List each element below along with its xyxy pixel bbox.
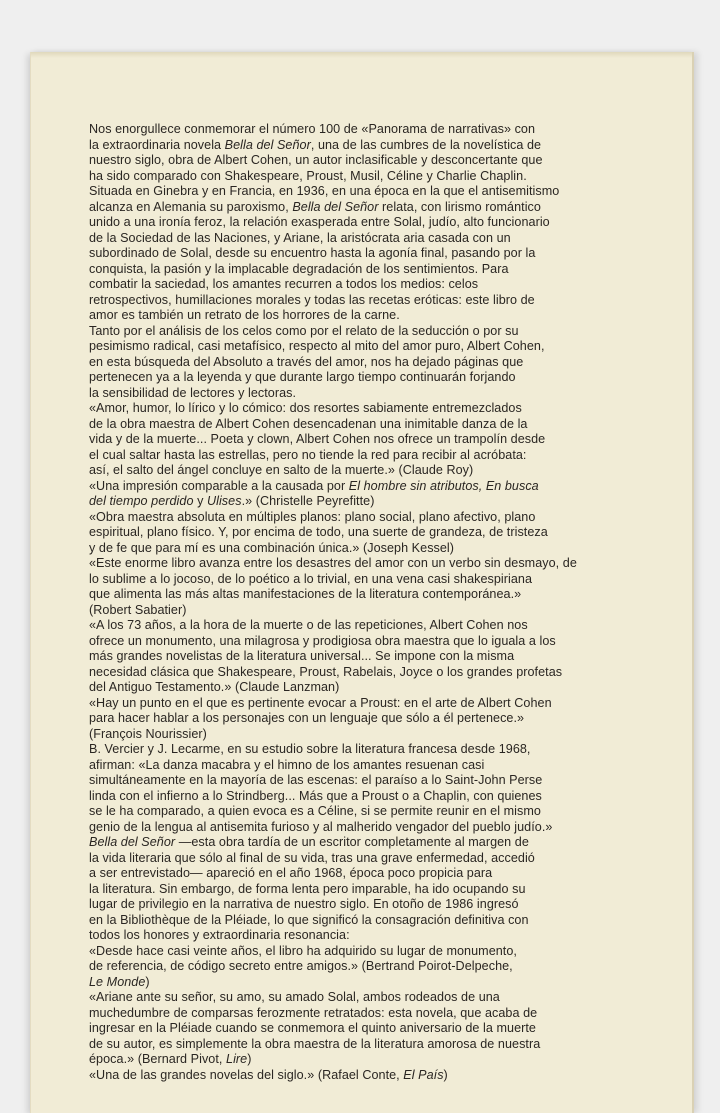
blurb-text: de la Sociedad de las Naciones, y Ariane, la aristócrata aria casada con un bbox=[89, 230, 511, 245]
blurb-line bbox=[89, 277, 674, 293]
blurb-text: de su autor, es simplemente la obra maestra de la literatura amorosa de nuestra bbox=[89, 1036, 541, 1051]
blurb-line bbox=[89, 727, 674, 743]
blurb-text: así, el salto del ángel concluye en salto de la muerte.» (Claude Roy) bbox=[89, 463, 474, 477]
blurb-text: época.» (Bernard Pivot, bbox=[89, 1052, 227, 1066]
blurb-line bbox=[89, 122, 674, 138]
blurb-line bbox=[89, 370, 674, 386]
blurb-line bbox=[89, 696, 674, 712]
blurb-text: espiritual, plano físico. Y, por encima de todo, una suerte de grandeza, de tristeza bbox=[89, 525, 548, 539]
blurb-text: Situada en Ginebra y en Francia, en 1936, en una época en la que el antisemitismo bbox=[89, 184, 560, 198]
back-cover-blurb bbox=[89, 122, 674, 1083]
blurb-line bbox=[89, 742, 674, 758]
blurb-text: unido a una ironía feroz, la relación exasperada entre Solal, judío, alto funcionario bbox=[89, 215, 550, 229]
blurb-text: «Este enorme libro avanza entre los desastres del amor con un verbo sin desmayo, de bbox=[89, 556, 577, 570]
blurb-text: vida y de la muerte... Poeta y clown, Albert Cohen nos ofrece un trampolín desde bbox=[89, 432, 546, 446]
blurb-text: .» (Christelle Peyrefitte) bbox=[241, 494, 375, 508]
blurb-line bbox=[89, 1068, 674, 1084]
blurb-text: todos los honores y extraordinaria resonancia: bbox=[89, 928, 350, 942]
blurb-text: ingresar en la Pléiade cuando se conmemora el quinto aniversario de la muerte bbox=[89, 1021, 536, 1035]
blurb-text: amor es también un retrato de los horrores de la carne. bbox=[89, 308, 400, 322]
blurb-text: muchedumbre de comparsas ferozmente retratados: esta novela, que acaba de bbox=[89, 1005, 538, 1020]
blurb-text: «Una impresión comparable a la causada por bbox=[89, 478, 349, 493]
blurb-line bbox=[89, 711, 674, 727]
blurb-text: a ser entrevistado— apareció en el año 1968, época poco propicia para bbox=[89, 866, 493, 880]
blurb-text: de referencia, de código secreto entre amigos.» (Bertrand Poirot-Delpeche, bbox=[89, 959, 513, 973]
blurb-line bbox=[89, 1037, 674, 1053]
blurb-line bbox=[89, 1006, 674, 1022]
blurb-line bbox=[89, 510, 674, 526]
blurb-text: «Ariane ante su señor, su amo, su amado Solal, ambos rodeados de una bbox=[89, 990, 500, 1004]
blurb-line bbox=[89, 494, 674, 510]
blurb-text: y bbox=[193, 494, 207, 508]
italic-title: del tiempo perdido bbox=[89, 494, 194, 508]
blurb-line bbox=[89, 448, 674, 464]
blurb-line bbox=[89, 401, 674, 417]
blurb-line bbox=[89, 138, 674, 154]
blurb-line bbox=[89, 479, 674, 495]
blurb-line bbox=[89, 789, 674, 805]
italic-title: Ulises bbox=[206, 494, 242, 508]
blurb-line bbox=[89, 417, 674, 433]
blurb-text: alcanza en Alemania su paroxismo, bbox=[89, 199, 293, 214]
blurb-text: el cual saltar hasta las estrellas, pero no tiende la red para recibir al acróbata: bbox=[89, 447, 527, 462]
blurb-text: «Amor, humor, lo lírico y lo cómico: dos resortes sabiamente entremezclados bbox=[89, 401, 522, 415]
blurb-line bbox=[89, 541, 674, 557]
blurb-line bbox=[89, 634, 674, 650]
blurb-line bbox=[89, 169, 674, 185]
blurb-line bbox=[89, 339, 674, 355]
blurb-line bbox=[89, 990, 674, 1006]
blurb-text: ) bbox=[247, 1052, 252, 1066]
blurb-line bbox=[89, 928, 674, 944]
blurb-text: pertenecen ya a la leyenda y que durante largo tiempo continuarán forjando bbox=[89, 370, 516, 384]
blurb-text: «A los 73 años, a la hora de la muerte o de las repeticiones, Albert Cohen nos bbox=[89, 618, 528, 632]
blurb-text: afirman: «La danza macabra y el himno de los amantes resuenan casi bbox=[89, 757, 485, 772]
blurb-text: que alimenta las más altas manifestaciones de la literatura contemporánea.» bbox=[89, 587, 522, 601]
blurb-text: conquista, la pasión y la implacable degradación de los sentimientos. Para bbox=[89, 261, 509, 276]
blurb-line bbox=[89, 525, 674, 541]
blurb-text: ha sido comparado con Shakespeare, Proust, Musil, Céline y Charlie Chaplin. bbox=[89, 168, 527, 183]
blurb-text: «Desde hace casi veinte años, el libro ha adquirido su lugar de monumento, bbox=[89, 943, 517, 958]
blurb-line bbox=[89, 897, 674, 913]
blurb-line bbox=[89, 680, 674, 696]
blurb-text: (François Nourissier) bbox=[89, 726, 207, 741]
blurb-text: y de fe que para mí es una combinación única.» (Joseph Kessel) bbox=[89, 540, 455, 555]
blurb-line bbox=[89, 308, 674, 324]
blurb-text: ofrece un monumento, una milagrosa y prodigiosa obra maestra que lo iguala a los bbox=[89, 633, 556, 648]
blurb-line bbox=[89, 944, 674, 960]
blurb-line bbox=[89, 153, 674, 169]
blurb-text: más grandes novelistas de la literatura universal... Se impone con la misma bbox=[89, 649, 515, 663]
blurb-text: del Antiguo Testamento.» (Claude Lanzman) bbox=[89, 680, 340, 694]
blurb-line bbox=[89, 355, 674, 371]
blurb-line bbox=[89, 665, 674, 681]
book-back-cover bbox=[30, 52, 694, 1113]
blurb-line bbox=[89, 215, 674, 231]
blurb-line bbox=[89, 1052, 674, 1068]
blurb-text: la vida literaria que sólo al final de su vida, tras una grave enfermedad, accedió bbox=[89, 850, 535, 865]
blurb-line bbox=[89, 231, 674, 247]
blurb-line bbox=[89, 200, 674, 216]
italic-title: Bella del Señor bbox=[224, 137, 311, 152]
blurb-line bbox=[89, 618, 674, 634]
blurb-text: se le ha comparado, a quien evoca es a Céline, si se permite reunir en el mismo bbox=[89, 804, 541, 818]
blurb-text: en la Bibliothèque de la Pléiade, lo que significó la consagración definitiva con bbox=[89, 912, 529, 927]
blurb-text: de la obra maestra de Albert Cohen desencadenan una inimitable danza de la bbox=[89, 416, 528, 431]
blurb-line bbox=[89, 603, 674, 619]
blurb-text: linda con el infierno a lo Strindberg... Más que a Proust o a Chaplin, con quienes bbox=[89, 788, 542, 803]
blurb-line bbox=[89, 184, 674, 200]
italic-title: Le Monde bbox=[89, 974, 146, 989]
italic-title: Bella del Señor bbox=[292, 199, 379, 214]
blurb-text: subordinado de Solal, desde su encuentro hasta la agonía final, pasando por la bbox=[89, 246, 536, 260]
blurb-line bbox=[89, 773, 674, 789]
blurb-text: (Robert Sabatier) bbox=[89, 602, 187, 617]
italic-title: Lire bbox=[226, 1052, 248, 1066]
blurb-line bbox=[89, 556, 674, 572]
blurb-line bbox=[89, 913, 674, 929]
italic-title: El hombre sin atributos, En busca bbox=[348, 478, 539, 493]
blurb-text: la sensibilidad de lectores y lectoras. bbox=[89, 385, 297, 400]
blurb-text: ) bbox=[443, 1067, 448, 1082]
blurb-text: nuestro siglo, obra de Albert Cohen, un autor inclasificable y desconcertante que bbox=[89, 153, 543, 167]
blurb-text: «Una de las grandes novelas del siglo.» (Rafael Conte, bbox=[89, 1067, 404, 1082]
blurb-text: en esta búsqueda del Absoluto a través del amor, nos ha dejado páginas que bbox=[89, 354, 524, 369]
blurb-line bbox=[89, 293, 674, 309]
blurb-line bbox=[89, 324, 674, 340]
blurb-line bbox=[89, 1021, 674, 1037]
blurb-text: la literatura. Sin embargo, de forma lenta pero imparable, ha ido ocupando su bbox=[89, 881, 526, 896]
blurb-text: pesimismo radical, casi metafísico, respecto al mito del amor puro, Albert Cohen, bbox=[89, 339, 545, 353]
blurb-text: relata, con lirismo romántico bbox=[378, 199, 541, 214]
blurb-line bbox=[89, 835, 674, 851]
blurb-line bbox=[89, 820, 674, 836]
blurb-text: necesidad clásica que Shakespeare, Proust, Rabelais, Joyce o los grandes profetas bbox=[89, 664, 563, 679]
blurb-text: ) bbox=[145, 974, 150, 989]
blurb-text: Tanto por el análisis de los celos como por el relato de la seducción o por su bbox=[89, 323, 519, 338]
blurb-text: Nos enorgullece conmemorar el número 100 de «Panorama de narrativas» con bbox=[89, 122, 536, 136]
blurb-line bbox=[89, 463, 674, 479]
italic-title: Bella del Señor bbox=[89, 835, 176, 849]
blurb-line bbox=[89, 246, 674, 262]
blurb-line bbox=[89, 572, 674, 588]
blurb-text: «Hay un punto en el que es pertinente evocar a Proust: en el arte de Albert Cohen bbox=[89, 695, 552, 710]
blurb-text: lugar de privilegio en la narrativa de nuestro siglo. En otoño de 1986 ingresó bbox=[89, 897, 519, 911]
blurb-line bbox=[89, 959, 674, 975]
blurb-line bbox=[89, 866, 674, 882]
blurb-line bbox=[89, 804, 674, 820]
blurb-line bbox=[89, 758, 674, 774]
blurb-line bbox=[89, 386, 674, 402]
cover-top-edge bbox=[31, 52, 692, 58]
blurb-text: , una de las cumbres de la novelística de bbox=[310, 137, 542, 152]
blurb-line bbox=[89, 262, 674, 278]
blurb-text: lo sublime a lo jocoso, de lo poético a lo trivial, en una vena casi shakespiriana bbox=[89, 571, 533, 586]
blurb-line bbox=[89, 882, 674, 898]
blurb-line bbox=[89, 649, 674, 665]
italic-title: El País bbox=[403, 1067, 444, 1082]
blurb-line bbox=[89, 851, 674, 867]
blurb-text: B. Vercier y J. Lecarme, en su estudio sobre la literatura francesa desde 1968, bbox=[89, 742, 531, 756]
blurb-line bbox=[89, 587, 674, 603]
blurb-text: «Obra maestra absoluta en múltiples planos: plano social, plano afectivo, plano bbox=[89, 509, 536, 524]
blurb-text: —esta obra tardía de un escritor completamente al margen de bbox=[175, 835, 529, 849]
blurb-text: retrospectivos, humillaciones morales y todas las recetas eróticas: este libro de bbox=[89, 292, 535, 307]
blurb-text: genio de la lengua al antisemita furioso y al malherido vengador del pueblo judío.» bbox=[89, 819, 553, 834]
blurb-text: simultáneamente en la mayoría de las escenas: el paraíso a lo Saint-John Perse bbox=[89, 773, 543, 787]
blurb-text: la extraordinaria novela bbox=[89, 137, 225, 152]
blurb-line bbox=[89, 432, 674, 448]
blurb-line bbox=[89, 975, 674, 991]
blurb-text: combatir la saciedad, los amantes recurren a todos los medios: celos bbox=[89, 277, 479, 291]
blurb-text: para hacer hablar a los personajes con un lenguaje que sólo a él pertenece.» bbox=[89, 711, 525, 725]
